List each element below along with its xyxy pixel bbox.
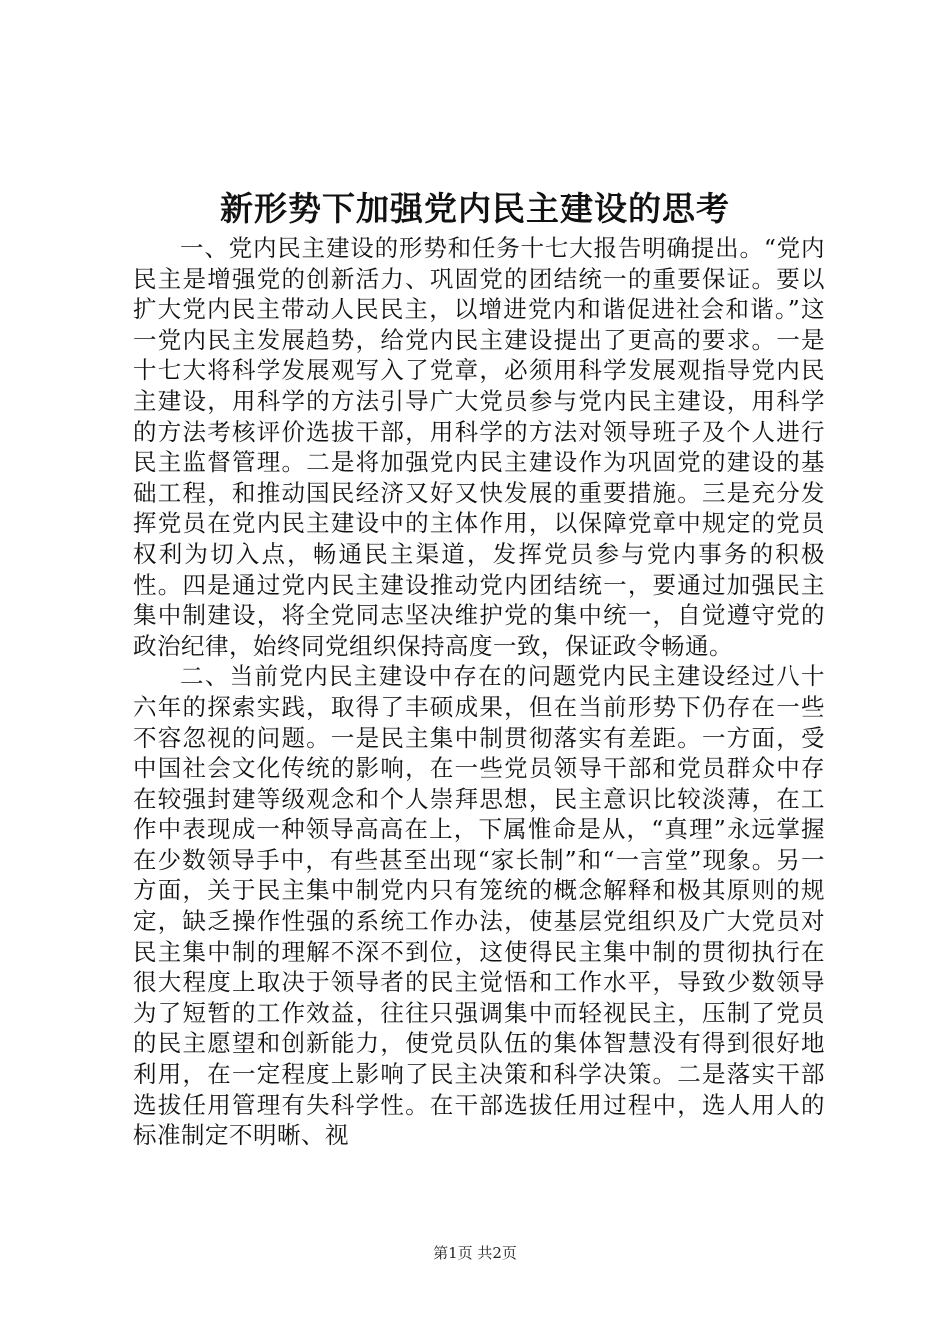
paragraph-2: 二、当前党内民主建设中存在的问题党内民主建设经过八十六年的探索实践，取得了丰硕成果，但在当前形势下仍存在一些不容忽视的问题。一是民主集中制贯彻落实有差距。一方面，受中国社会文化传统的影响，在一些党员领导干部和党员群众中存在较强封建等级观念和个人崇拜思想，民主意识比较淡薄，在工作中表现成一种领导高高在上，下属惟命是从，“真理”永远掌握在少数领导手中，有些甚至出现“家长制”和“一言堂”现象。另一方面，关于民主集中制党内只有笼统的概念解释和极其原则的规定，缺乏操作性强的系统工作办法，使基层党组织及广大党员对民主集中制的理解不深不到位，这使得民主集中制的贯彻执行在很大程度上取决于领导者的民主觉悟和工作水平，导致少数领导为了短暂的工作效益，往往只强调集中而轻视民主，压制了党员的民主愿望和创新能力，使党员队伍的集体智慧没有得到很好地利用，在一定程度上影响了民主决策和科学决策。二是落实干部选拔任用管理有失科学性。在干部选拔任用过程中，选人用人的标准制定不明晰、视 bbox=[133, 662, 825, 1150]
paragraph-1: 一、党内民主建设的形势和任务十七大报告明确提出。“党内民主是增强党的创新活力、巩固党的团结统一的重要保证。要以扩大党内民主带动人民民主，以增进党内和谐促进社会和谐。”这一党内民主发展趋势，给党内民主建设提出了更高的要求。一是十七大将科学发展观写入了党章，必须用科学发展观指导党内民主建设，用科学的方法引导广大党员参与党内民主建设，用科学的方法考核评价选拔干部，用科学的方法对领导班子及个人进行民主监督管理。二是将加强党内民主建设作为巩固党的建设的基础工程，和推动国民经济又好又快发展的重要措施。三是充分发挥党员在党内民主建设中的主体作用，以保障党章中规定的党员权利为切入点，畅通民主渠道，发挥党员参与党内事务的积极性。四是通过党内民主建设推动党内团结统一，要通过加强民主集中制建设，将全党同志坚决维护党的集中统一，自觉遵守党的政治纪律，始终同党组织保持高度一致，保证政令畅通。 bbox=[133, 234, 825, 660]
document-title: 新形势下加强党内民主建设的思考 bbox=[220, 189, 730, 228]
document-body bbox=[133, 233, 825, 1151]
page-footer: 第1页 共2页 bbox=[433, 1244, 517, 1262]
